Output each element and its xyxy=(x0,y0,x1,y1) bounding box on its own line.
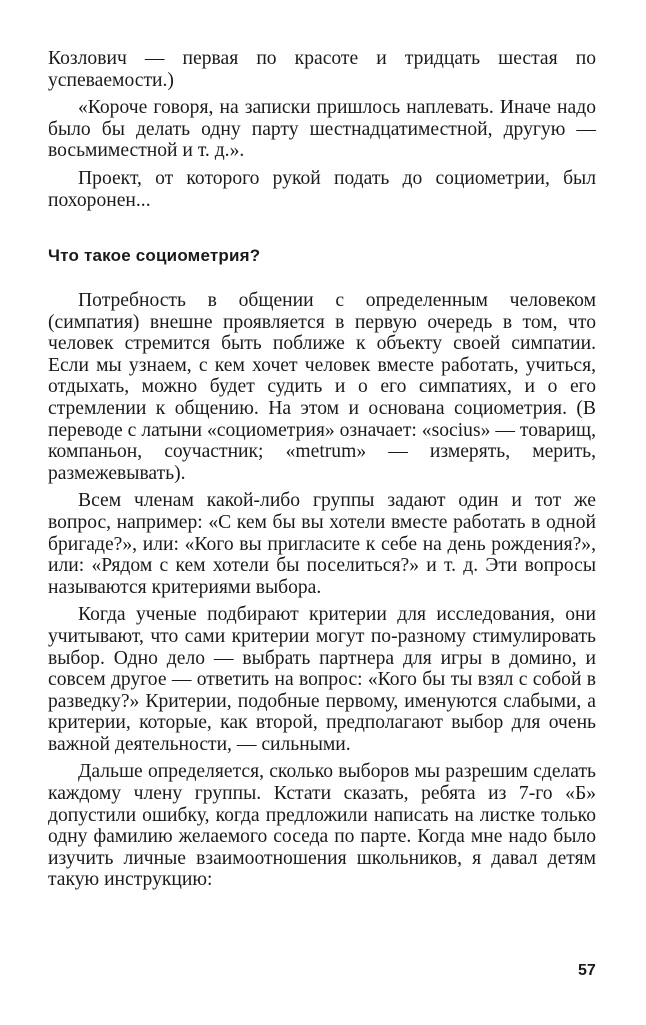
page-number: 57 xyxy=(578,962,596,979)
intro-paragraph-project: Проект, от которого рукой подать до социометрии, был похоронен... xyxy=(48,167,596,211)
section-body xyxy=(48,290,596,891)
intro-block xyxy=(48,48,596,211)
paragraph-choices: Дальше определяется, сколько выборов мы разрешим сделать каждому члену группы. Кстати сказать, ребята из 7-го «Б» допустили ошибку, когда предложили написать на листке только одну фамилию желаемого соседа по парте. Когда мне надо было изучить личные взаимоотношения школьников, я давал детям такую инструкцию: xyxy=(48,761,596,891)
paragraph-strong-weak: Когда ученые подбирают критерии для исследования, они учитывают, что сами критерии могут по-разному стимулировать выбор. Одно дело — выбрать партнера для игры в домино, и совсем другое — ответить на вопрос: «Кого бы ты взял с собой в разведку?» Критерии, подобные первому, именуются слабыми, а критерии, которые, как второй, предполагают выбор для очень важной деятельности, — сильными. xyxy=(48,604,596,755)
intro-paragraph-continuation: Козлович — первая по красоте и тридцать шестая по успеваемости.) xyxy=(48,48,596,91)
section-heading: Что такое социометрия? xyxy=(48,246,261,265)
paragraph-sympathy: Потребность в общении с определенным человеком (симпатия) внешне проявляется в первую очередь в том, что человек стремится быть поближе к объекту своей симпатии. Если мы узнаем, с кем хочет человек вместе работать, учиться, отдыхать, можно будет судить и о его симпатиях, и о его стремлении к общению. На этом и основана социометрия. (В переводе с латыни «социометрия» означает: «socius» — товарищ, компаньон, соучастник; «metrum» — измерять, мерить, размежевывать). xyxy=(48,290,596,484)
paragraph-criteria: Всем членам какой-либо группы задают один и тот же вопрос, например: «С кем бы вы хотели вместе работать в одной бригаде?», или: «Кого вы пригласите к себе на день рождения?», или: «Рядом с кем хотели бы поселиться?» и т. д. Эти вопросы называются критериями выбора. xyxy=(48,490,596,598)
intro-paragraph-quote: «Короче говоря, на записки пришлось наплевать. Иначе надо было бы делать одну парту шестнадцатиместной, другую — восьмиместной и т. д.». xyxy=(48,97,596,162)
